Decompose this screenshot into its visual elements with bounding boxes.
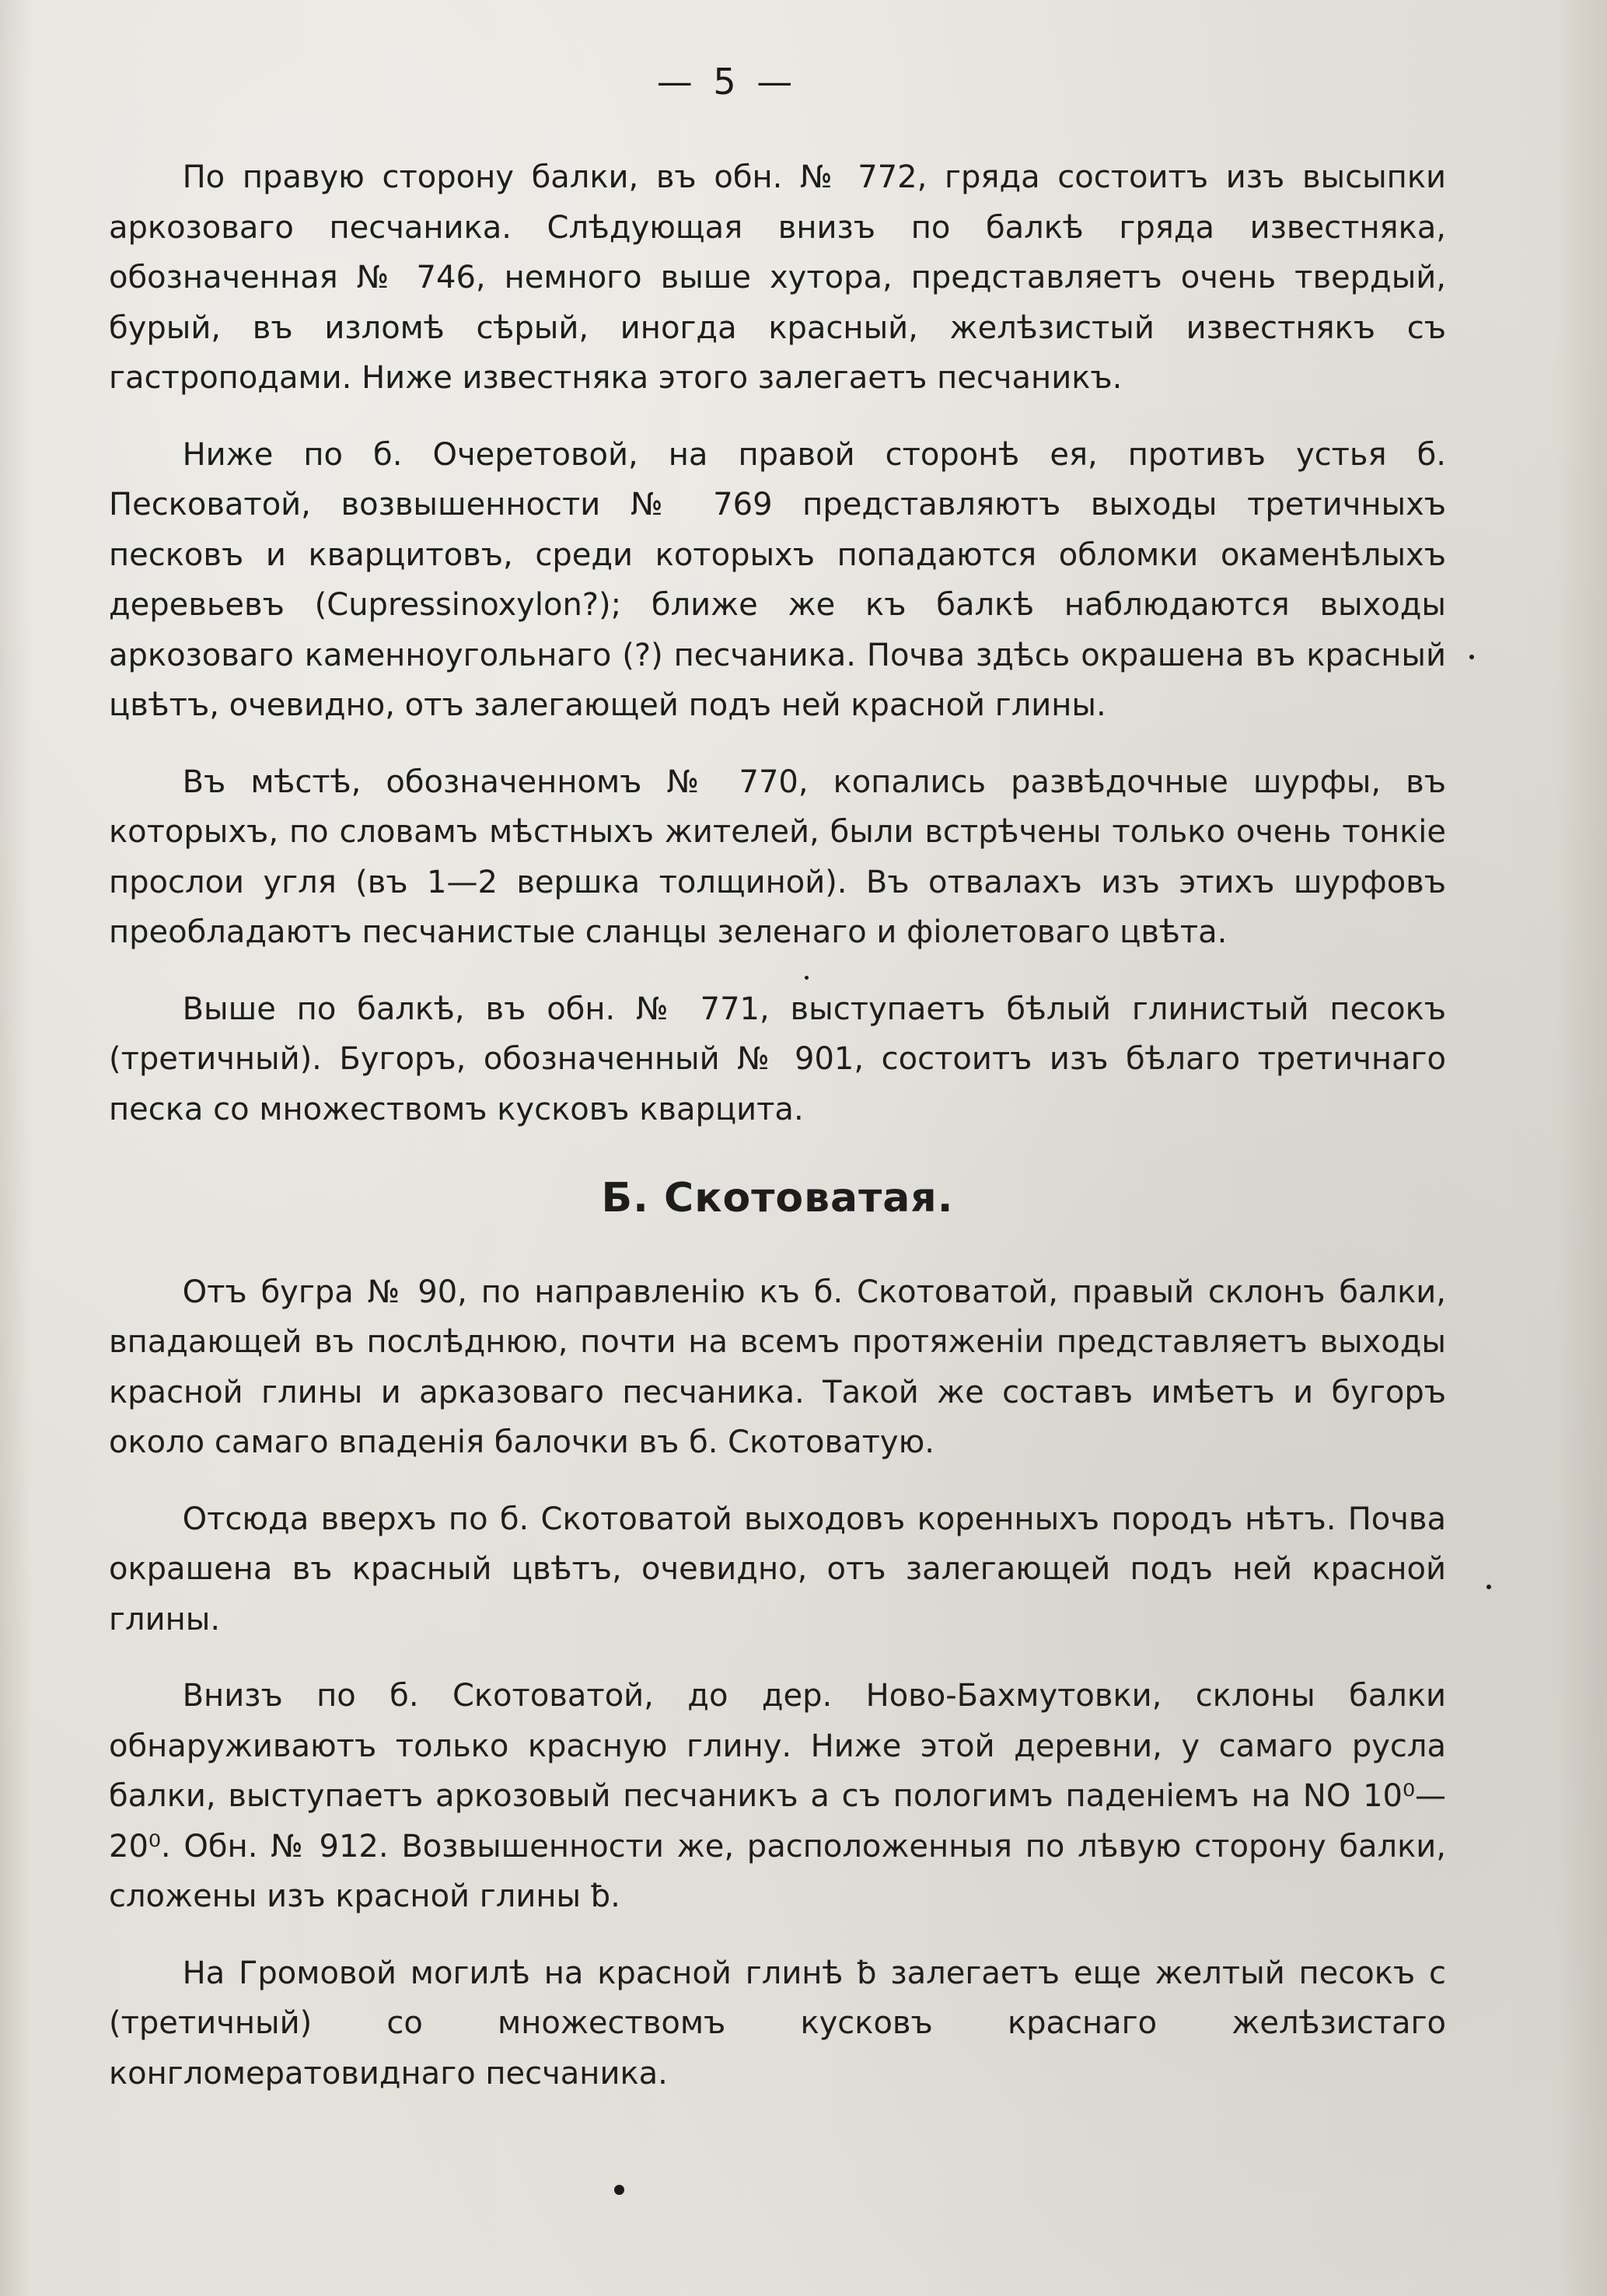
paragraph-2: Ниже по б. Очеретовой, на правой сторонѣ ея, противъ устья б. Песковатой, возвышенности № 769 представляютъ выходы третичныхъ песковъ и кварцитовъ, среди которыхъ попадаются обломки окаменѣлыхъ деревьевъ (Cupressinoxylon?); ближе же къ балкѣ наблюдаются выходы аркозоваго каменноугольнаго (?) песчаника. Почва здѣсь окрашена въ красный цвѣтъ, очевидно, отъ залегающей подъ ней красной глины. (109, 436, 1446, 723)
ink-speck (1469, 655, 1474, 659)
ink-speck (805, 976, 809, 980)
body-text (109, 152, 1446, 2125)
page-number: — 5 — (656, 61, 798, 103)
section-paragraph-4: На Громовой могилѣ на красной глинѣ ƀ залегаетъ еще желтый песокъ с (третичный) со множествомъ кусковъ краснаго желѣзистаго конгломератовиднаго песчаника. (109, 1955, 1446, 2092)
section-paragraph-1: Отъ бугра № 90, по направленію къ б. Скотоватой, правый склонъ балки, впадающей въ послѣднюю, почти на всемъ протяженіи представляетъ выходы красной глины и арказоваго песчаника. Такой же составъ имѣетъ и бугоръ около самаго впаденія балочки въ б. Скотоватую. (109, 1274, 1446, 1460)
section-heading: Б. Скотоватая. (601, 1175, 954, 1221)
ink-speck (614, 2185, 624, 2195)
ink-speck (1486, 1585, 1491, 1589)
paragraph-1: По правую сторону балки, въ обн. № 772, гряда состоитъ изъ высыпки аркозоваго песчаника. Слѣдующая внизъ по балкѣ гряда известняка, обозначенная № 746, немного выше хутора, представляетъ очень твердый, бурый, въ изломѣ сѣрый, иногда красный, желѣзистый известнякъ съ гастроподами. Ниже известняка этого залегаетъ песчаникъ. (109, 159, 1446, 396)
section-paragraph-3: Внизъ по б. Скотоватой, до дер. Ново-Бахмутовки, склоны балки обнаруживаютъ только красную глину. Ниже этой деревни, у самаго русла балки, выступаетъ аркозовый песчаникъ а съ пологимъ паденіемъ на NO 10⁰—20⁰. Обн. № 912. Возвышенности же, расположенныя по лѣвую сторону балки, сложены изъ красной глины ƀ. (109, 1678, 1446, 1914)
section-paragraph-2: Отсюда вверхъ по б. Скотоватой выходовъ коренныхъ породъ нѣтъ. Почва окрашена въ красный цвѣтъ, очевидно, отъ залегающей подъ ней красной глины. (109, 1501, 1446, 1637)
paragraph-3: Въ мѣстѣ, обозначенномъ № 770, копались развѣдочные шурфы, въ которыхъ, по словамъ мѣстныхъ жителей, были встрѣчены только очень тонкіе прослои угля (въ 1—2 вершка толщиной). Въ отвалахъ изъ этихъ шурфовъ преобладаютъ песчанистые сланцы зеленаго и фіолетоваго цвѣта. (109, 764, 1446, 950)
paragraph-4: Выше по балкѣ, въ обн. № 771, выступаетъ бѣлый глинистый песокъ (третичный). Бугоръ, обозначенный № 901, состоитъ изъ бѣлаго третичнаго песка со множествомъ кусковъ кварцита. (109, 991, 1446, 1127)
